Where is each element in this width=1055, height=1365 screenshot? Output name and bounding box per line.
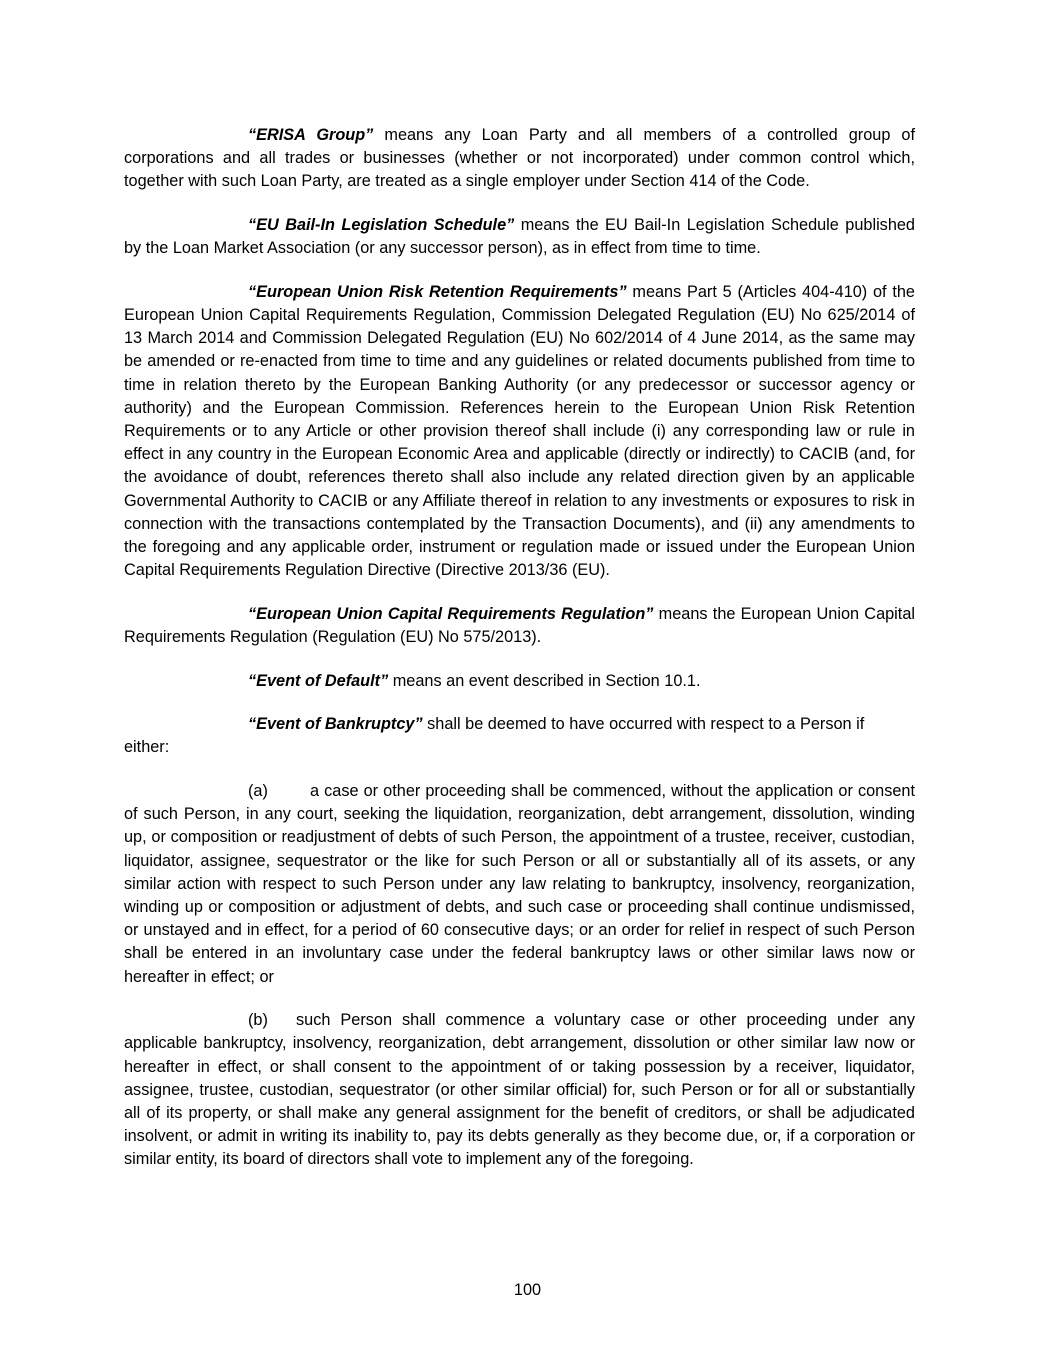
- clause-label: (a): [248, 782, 268, 801]
- defined-term: “ERISA Group”: [248, 126, 374, 144]
- definition-text: shall be deemed to have occurred with respect to a Person if: [422, 715, 865, 734]
- clause-text: such Person shall commence a voluntary case or other proceeding under any applicable bankruptcy, insolvency, reorganization, debt arrangement, dissolution or other similar law now or hereafter in effect, or shall consent to the appointment of or taking possession by a receiver, liquidator, assignee, trustee, custodian, sequestrator (or other similar official) for, such Person or for all or substantially all of its property, or shall make any general assignment for the benefit of creditors, or shall be adjudicated insolvent, or admit in writing its inability to, pay its debts generally as they become due, or, if a corporation or similar entity, its board of directors shall vote to implement any of the foregoing.: [124, 1011, 915, 1169]
- defined-term: “European Union Capital Requirements Regulation”: [248, 604, 654, 623]
- definition-event-of-bankruptcy: [124, 713, 915, 736]
- defined-term: “Event of Bankruptcy”: [248, 715, 423, 734]
- page-number: 100: [513, 1281, 542, 1299]
- definition-eu-risk-retention: [124, 281, 915, 583]
- document-page: [124, 124, 915, 1192]
- definition-eu-capital-requirements: [124, 603, 915, 649]
- definition-continuation: either:: [124, 738, 170, 757]
- definition-text: means Part 5 (Articles 404-410) of the European Union Capital Requirements Regulation, Commission Delegated Regulation (EU) No 625/2014 of 13 March 2014 and Commission Delegated Regulation (EU) No 602/2014 of 4 June 2014, as the same may be amended or re-enacted from time to time and any guidelines or related documents published from time to time in relation thereto by the European Banking Authority (or any predecessor or successor agency or authority) and the European Commission. References herein to the European Union Risk Retention Requirements or to any Article or other provision thereof shall include (i) any corresponding law or rule in effect in any country in the European Economic Area and applicable (directly or indirectly) to CACIB (and, for the avoidance of doubt, references thereto shall also include any related direction given by an applicable Governmental Authority to CACIB or any Affiliate thereof in relation to any investments or exposures to risk in connection with the transactions contemplated by the Transaction Documents), and (ii) any amendments to the foregoing and any applicable order, instrument or regulation made or issued under the European Union Capital Requirements Regulation Directive (Directive 2013/36 (EU).: [124, 282, 915, 580]
- definition-text: means an event described in Section 10.1.: [388, 671, 701, 690]
- clause-label: (b): [248, 1011, 268, 1030]
- defined-term: “Event of Default”: [248, 671, 389, 690]
- definition-text: means any Loan Party and all members of a controlled group of corporations and all trades or businesses (whether or not incorporated) under common control which, together with such Loan Party, are treated as a single employer under Section 414 of the Code.: [124, 126, 916, 191]
- definition-event-of-default: [124, 670, 915, 693]
- clause-b: [124, 1009, 915, 1171]
- defined-term: “European Union Risk Retention Requirements”: [248, 282, 627, 301]
- clause-a: [124, 780, 915, 989]
- definition-text: means the EU Bail-In Legislation Schedule published by the Loan Market Association (or any successor person), as in effect from time to time.: [124, 216, 915, 258]
- clause-text: a case or other proceeding shall be commenced, without the application or consent of such Person, in any court, seeking the liquidation, reorganization, debt arrangement, dissolution, winding up, or composition or readjustment of debts of such Person, the appointment of a trustee, receiver, custodian, liquidator, assignee, sequestrator or the like for such Person or all or substantially all of its assets, or any similar action with respect to such Person under any law relating to bankruptcy, insolvency, reorganization, winding up or composition or adjustment of debts, and such case or proceeding shall continue undismissed, or unstayed and in effect, for a period of 60 consecutive days; or an order for relief in respect of such Person shall be entered in an involuntary case under the federal bankruptcy laws or other similar laws now or hereafter in effect; or: [124, 782, 915, 986]
- defined-term: “EU Bail-In Legislation Schedule”: [248, 216, 515, 234]
- definition-erisa-group: [124, 124, 915, 194]
- definition-eu-bail-in-schedule: [124, 214, 915, 260]
- definition-text: means the European Union Capital Requirements Regulation (Regulation (EU) No 575/2013).: [124, 604, 915, 647]
